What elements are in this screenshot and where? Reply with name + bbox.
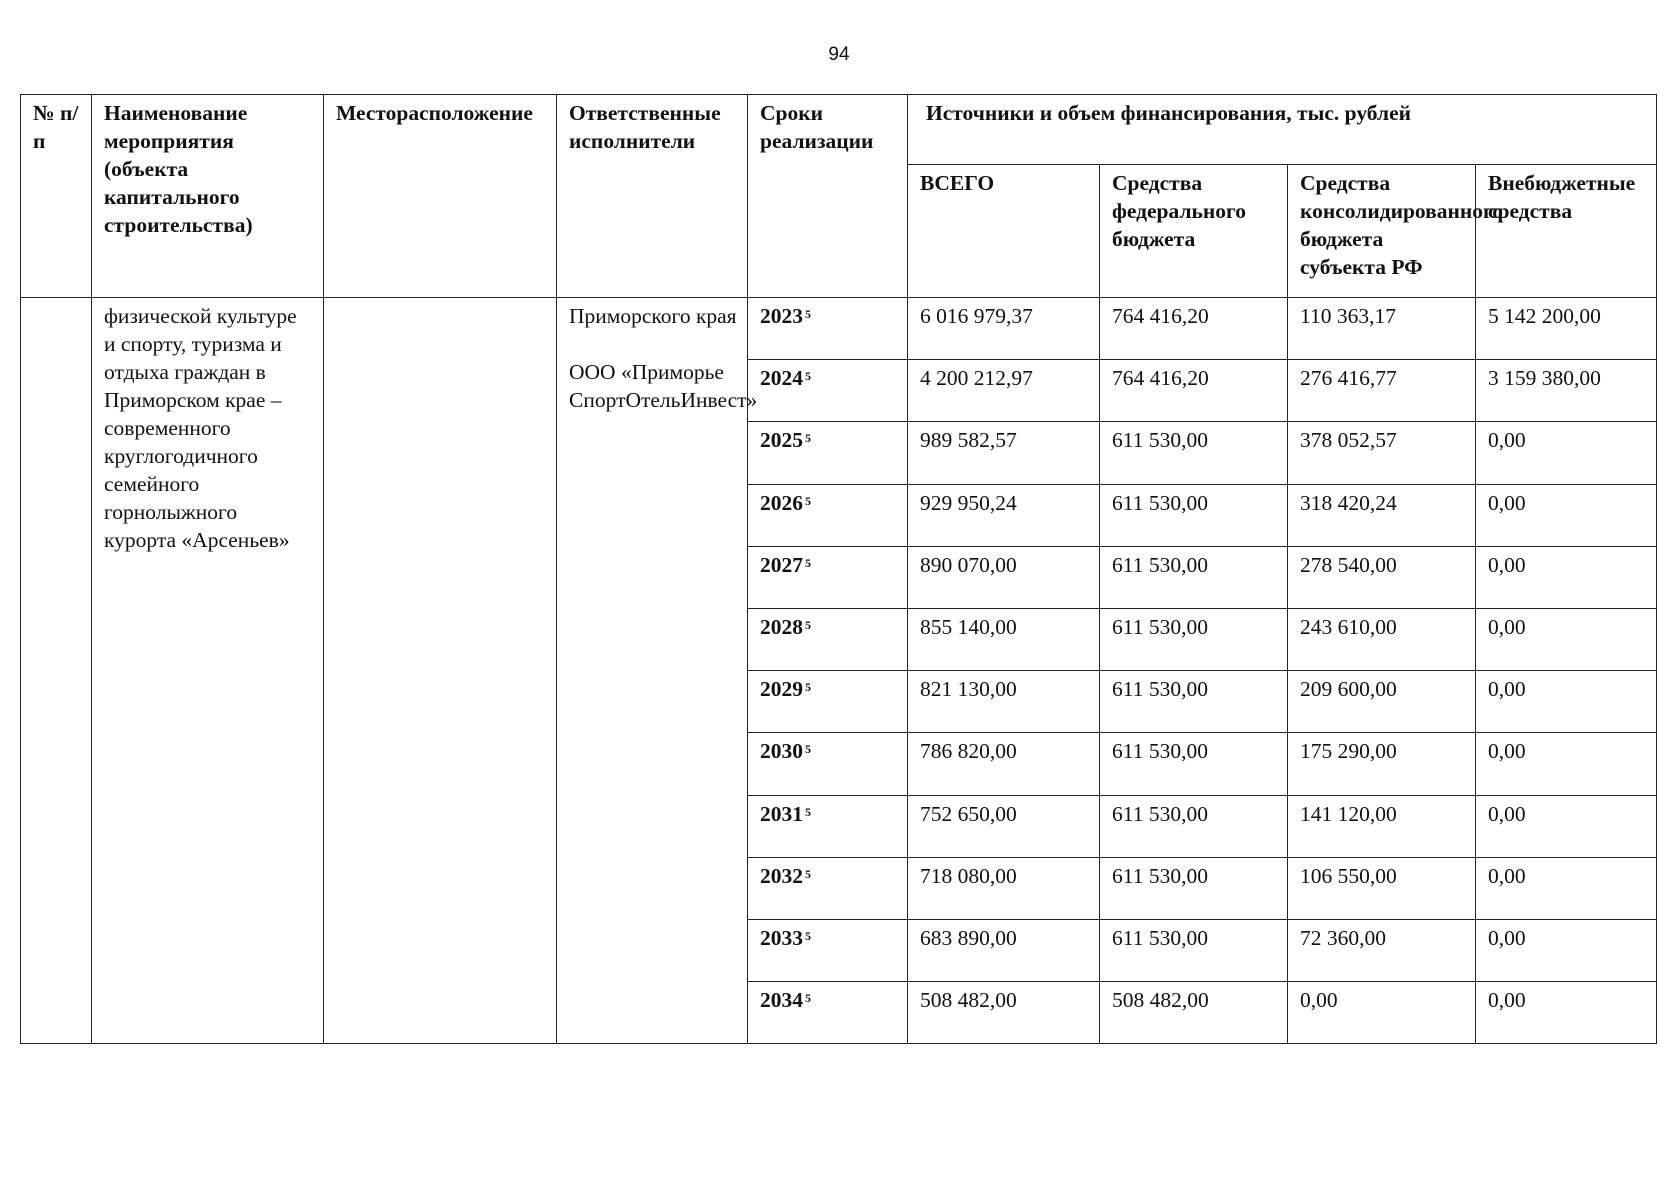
- footnote-mark: 5: [805, 680, 811, 695]
- cell-federal: 611 530,00: [1100, 795, 1288, 857]
- financing-table: [20, 94, 1657, 1044]
- cell-year: [748, 919, 908, 981]
- cell-federal: 611 530,00: [1100, 422, 1288, 484]
- footnote-mark: 5: [805, 866, 811, 881]
- cell-federal: 611 530,00: [1100, 484, 1288, 546]
- cell-total: 855 140,00: [908, 608, 1100, 670]
- footnote-mark: 5: [805, 991, 811, 1006]
- year-value: 2025: [760, 428, 803, 453]
- cell-consolidated: 110 363,17: [1288, 298, 1476, 360]
- cell-federal: 764 416,20: [1100, 298, 1288, 360]
- year-value: 2032: [760, 863, 803, 888]
- cell-year: [748, 857, 908, 919]
- cell-federal: 611 530,00: [1100, 546, 1288, 608]
- cell-total: 989 582,57: [908, 422, 1100, 484]
- cell-location: [324, 298, 557, 1044]
- footnote-mark: 5: [805, 555, 811, 570]
- cell-extrabudget: 0,00: [1476, 422, 1657, 484]
- cell-extrabudget: 0,00: [1476, 608, 1657, 670]
- year-value: 2027: [760, 552, 803, 577]
- cell-consolidated: 175 290,00: [1288, 733, 1476, 795]
- cell-extrabudget: 0,00: [1476, 733, 1657, 795]
- year-value: 2023: [760, 304, 803, 328]
- cell-extrabudget: 3 159 380,00: [1476, 360, 1657, 422]
- header-extrabudget: Внебюджетные средства: [1476, 165, 1657, 298]
- cell-federal: 611 530,00: [1100, 671, 1288, 733]
- year-value: 2029: [760, 677, 803, 702]
- footnote-mark: 5: [805, 617, 811, 632]
- year-value: 2024: [760, 366, 803, 391]
- cell-total: 786 820,00: [908, 733, 1100, 795]
- footnote-mark: 5: [805, 369, 811, 384]
- header-name: Наименование мероприятия (объекта капитального строительства): [92, 95, 324, 298]
- cell-consolidated: 276 416,77: [1288, 360, 1476, 422]
- header-consolidated: Средства консолидированного бюджета субъекта РФ: [1288, 165, 1476, 298]
- cell-extrabudget: 0,00: [1476, 982, 1657, 1044]
- cell-federal: 611 530,00: [1100, 608, 1288, 670]
- cell-year: [748, 422, 908, 484]
- cell-responsible: [557, 298, 758, 1044]
- cell-year: [748, 795, 908, 857]
- responsible-line-2: ООО «Приморье СпортОтельИнвест»: [569, 360, 758, 412]
- cell-year: [748, 671, 908, 733]
- header-period: Сроки реализации: [748, 95, 908, 298]
- cell-total: 683 890,00: [908, 919, 1100, 981]
- cell-year: [748, 484, 908, 546]
- footnote-mark: 5: [805, 493, 811, 508]
- footnote-mark: 5: [805, 928, 811, 943]
- cell-extrabudget: 0,00: [1476, 857, 1657, 919]
- year-value: 2034: [760, 988, 803, 1013]
- cell-year: [748, 733, 908, 795]
- cell-consolidated: 209 600,00: [1288, 671, 1476, 733]
- cell-year: [748, 546, 908, 608]
- cell-consolidated: 106 550,00: [1288, 857, 1476, 919]
- cell-extrabudget: 5 142 200,00: [1476, 298, 1657, 360]
- cell-extrabudget: 0,00: [1476, 484, 1657, 546]
- cell-consolidated: 141 120,00: [1288, 795, 1476, 857]
- cell-total: 4 200 212,97: [908, 360, 1100, 422]
- footnote-mark: 5: [805, 742, 811, 757]
- cell-total: 752 650,00: [908, 795, 1100, 857]
- header-total: ВСЕГО: [908, 165, 1100, 298]
- cell-year: [748, 298, 908, 360]
- cell-consolidated: 0,00: [1288, 982, 1476, 1044]
- year-value: 2028: [760, 614, 803, 639]
- cell-consolidated: 278 540,00: [1288, 546, 1476, 608]
- cell-federal: 611 530,00: [1100, 733, 1288, 795]
- cell-total: 6 016 979,37: [908, 298, 1100, 360]
- header-federal: Средства федерального бюджета: [1100, 165, 1288, 298]
- cell-consolidated: 378 052,57: [1288, 422, 1476, 484]
- cell-federal: 764 416,20: [1100, 360, 1288, 422]
- table-row: [21, 298, 1657, 360]
- cell-event-name: физической культуре и спорту, туризма и отдыха граждан в Приморском крае – современного круглогодичного семейного горнолыжного курорта «Арсеньев»: [92, 298, 324, 1044]
- year-value: 2030: [760, 739, 803, 764]
- cell-total: 821 130,00: [908, 671, 1100, 733]
- page-number: 94: [828, 44, 850, 65]
- header-location: Месторасположение: [324, 95, 557, 298]
- cell-extrabudget: 0,00: [1476, 546, 1657, 608]
- cell-consolidated: 72 360,00: [1288, 919, 1476, 981]
- cell-federal: 508 482,00: [1100, 982, 1288, 1044]
- cell-federal: 611 530,00: [1100, 857, 1288, 919]
- header-num: № п/п: [21, 95, 92, 298]
- cell-consolidated: 243 610,00: [1288, 608, 1476, 670]
- header-funding-group: Источники и объем финансирования, тыс. рублей: [908, 95, 1657, 165]
- cell-total: 718 080,00: [908, 857, 1100, 919]
- cell-year: [748, 608, 908, 670]
- year-value: 2026: [760, 490, 803, 515]
- cell-total: 929 950,24: [908, 484, 1100, 546]
- header-responsible: Ответственные исполнители: [557, 95, 748, 298]
- cell-extrabudget: 0,00: [1476, 919, 1657, 981]
- year-value: 2033: [760, 925, 803, 950]
- footnote-mark: 5: [805, 804, 811, 819]
- cell-consolidated: 318 420,24: [1288, 484, 1476, 546]
- cell-extrabudget: 0,00: [1476, 795, 1657, 857]
- footnote-mark: 5: [805, 431, 811, 446]
- cell-year: [748, 360, 908, 422]
- cell-num: [21, 298, 92, 1044]
- footnote-mark: 5: [805, 307, 811, 321]
- cell-total: 508 482,00: [908, 982, 1100, 1044]
- cell-total: 890 070,00: [908, 546, 1100, 608]
- cell-year: [748, 982, 908, 1044]
- responsible-line-1: Приморского края: [569, 304, 737, 328]
- cell-federal: 611 530,00: [1100, 919, 1288, 981]
- cell-extrabudget: 0,00: [1476, 671, 1657, 733]
- year-value: 2031: [760, 801, 803, 826]
